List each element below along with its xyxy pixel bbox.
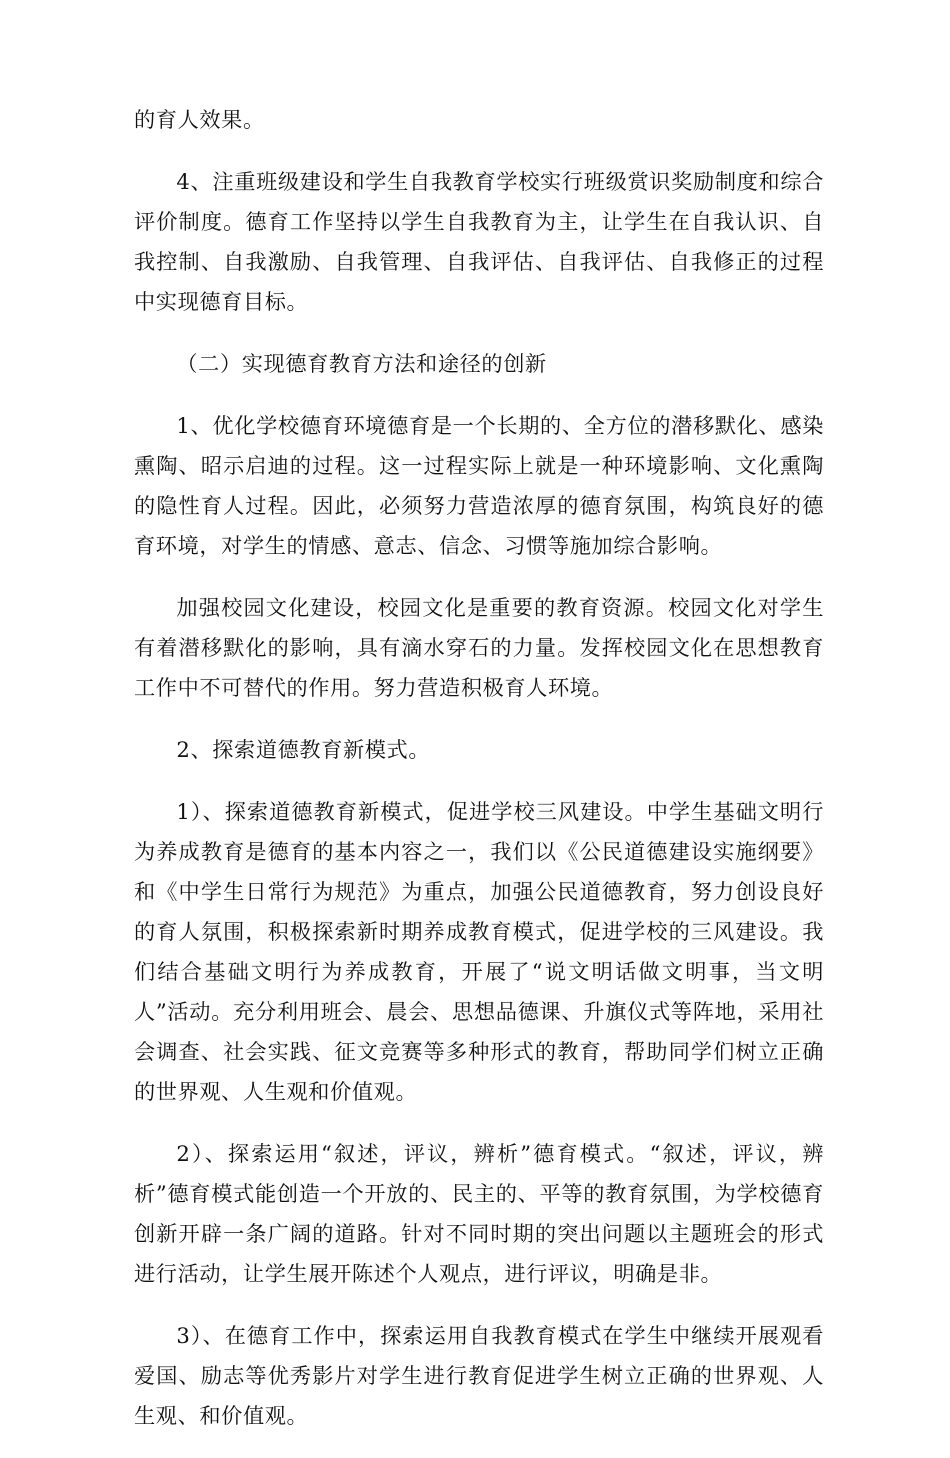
paragraph-environment: 1、优化学校德育环境德育是一个长期的、全方位的潜移默化、感染熏陶、昭示启迪的过程。这一过程实际上就是一种环境影响、文化熏陶的隐性育人过程。因此，必须努力营造浓厚的德育氛围，构筑良好的德育环境，对学生的情感、意志、信念、习惯等施加综合影响。 — [134, 413, 824, 558]
paragraph-continuation: 的育人效果。 — [134, 107, 265, 132]
section-heading-innovation: （二）实现德育教育方法和途径的创新 — [176, 351, 547, 376]
paragraph-three-styles: 1）、探索道德教育新模式，促进学校三风建设。中学生基础文明行为养成教育是德育的基本内容之一，我们以《公民道德建设实施纲要》和《中学生日常行为规范》为重点，加强公民道德教育，努力创设良好的育人氛围，积极探索新时期养成教育模式，促进学校的三风建设。我们结合基础文明行为养成教育，开展了“说文明话做文明事，当文明人”活动。充分利用班会、晨会、思想品德课、升旗仪式等阵地，采用社会调查、社会实践、征文竞赛等多种形式的教育，帮助同学们树立正确的世界观、人生观和价值观。 — [134, 799, 824, 1104]
document-body — [134, 100, 824, 1458]
paragraph-campus-culture: 加强校园文化建设，校园文化是重要的教育资源。校园文化对学生有着潜移默化的影响，具有滴水穿石的力量。发挥校园文化在思想教育工作中不可替代的作用。努力营造积极育人环境。 — [134, 595, 824, 700]
paragraph-narrate-evaluate: 2）、探索运用“叙述，评议，辨析”德育模式。“叙述，评议，辨析”德育模式能创造一个开放的、民主的、平等的教育氛围，为学校德育创新开辟一条广阔的道路。针对不同时期的突出问题以主题班会的形式进行活动，让学生展开陈述个人观点，进行评议，明确是非。 — [134, 1141, 824, 1286]
paragraph-class-building: 4、注重班级建设和学生自我教育学校实行班级赏识奖励制度和综合评价制度。德育工作坚持以学生自我教育为主，让学生在自我认识、自我控制、自我激励、自我管理、自我评估、自我评估、自我修正的过程中实现德育目标。 — [134, 169, 824, 314]
paragraph-new-model-heading: 2、探索道德教育新模式。 — [176, 737, 431, 762]
paragraph-self-education: 3）、在德育工作中，探索运用自我教育模式在学生中继续开展观看爱国、励志等优秀影片对学生进行教育促进学生树立正确的世界观、人生观、和价值观。 — [134, 1323, 824, 1428]
